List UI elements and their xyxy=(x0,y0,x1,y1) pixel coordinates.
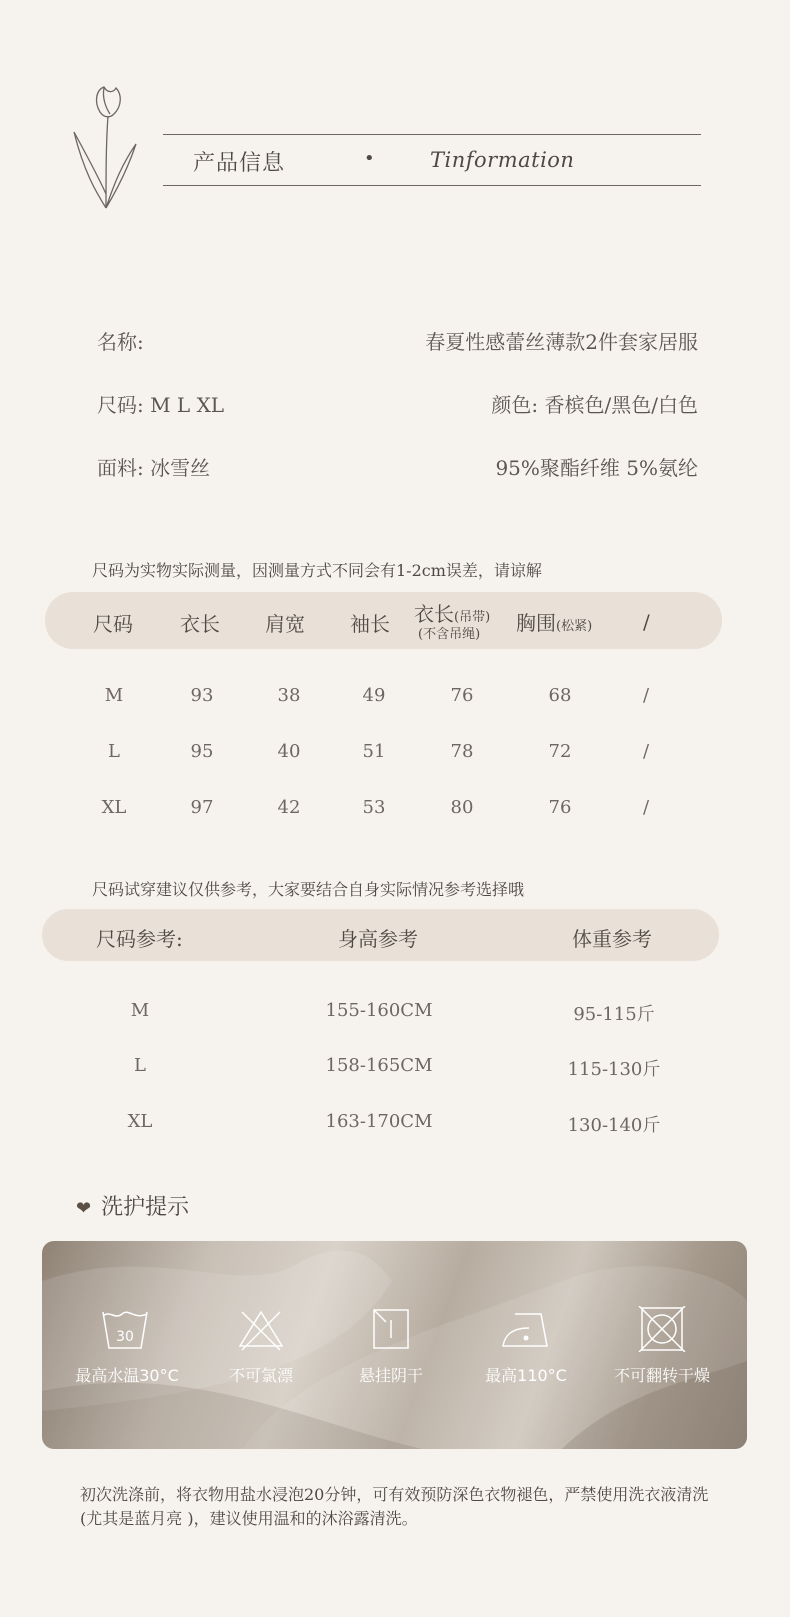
wash-30-icon xyxy=(100,1306,150,1352)
reference-row-xl-height: 163-170CM xyxy=(325,1111,433,1132)
size-header-shoulder: 肩宽 xyxy=(265,612,305,636)
care-label-iron: 最高110°C xyxy=(485,1366,567,1385)
iron-icon xyxy=(501,1306,551,1352)
product-size-label: 尺码: M L XL xyxy=(97,393,225,417)
heart-icon: ❤ xyxy=(76,1198,92,1219)
header-top-rule xyxy=(163,134,701,135)
size-row-l-sleeve: 51 xyxy=(362,741,386,762)
size-header-bust-note: (松紧) xyxy=(556,619,593,634)
care-heading-text: 洗护提示 xyxy=(101,1195,190,1220)
wash-temp-number: 30 xyxy=(116,1329,134,1345)
reference-row-m-height: 155-160CM xyxy=(325,1000,433,1021)
reference-header-weight: 体重参考 xyxy=(572,927,652,951)
size-row-xl-extra: / xyxy=(642,797,650,818)
size-row-xl-bust: 76 xyxy=(548,797,572,818)
size-row-m-dress-length: 76 xyxy=(450,685,474,706)
size-row-m-size: M xyxy=(104,685,124,706)
header-separator-dot: • xyxy=(364,148,375,169)
header-subtitle: Tinformation xyxy=(430,148,575,172)
size-row-l-shoulder: 40 xyxy=(277,741,301,762)
size-row-xl-dress-length: 80 xyxy=(450,797,474,818)
care-label-wash-temp: 最高水温30°C xyxy=(75,1366,179,1385)
care-label-no-bleach: 不可氯漂 xyxy=(228,1366,293,1385)
size-header-dress-length-text: 衣长 xyxy=(414,602,454,626)
size-row-xl-length: 97 xyxy=(190,797,214,818)
reference-row-l-size: L xyxy=(134,1055,146,1076)
product-fabric-value: 95%聚酯纤维 5%氨纶 xyxy=(495,456,698,480)
size-header-bust xyxy=(516,607,592,636)
product-fabric-label: 面料: 冰雪丝 xyxy=(97,456,211,480)
care-label-no-tumble-dry: 不可翻转干燥 xyxy=(613,1366,710,1385)
no-tumble-dry-icon xyxy=(637,1306,687,1352)
size-header-slash: / xyxy=(643,610,650,634)
size-row-l-size: L xyxy=(108,741,120,762)
size-row-xl-sleeve: 53 xyxy=(362,797,386,818)
product-name-value: 春夏性感蕾丝薄款2件套家居服 xyxy=(425,330,698,354)
size-row-m-shoulder: 38 xyxy=(277,685,301,706)
reference-table-note: 尺码试穿建议仅供参考，大家要结合自身实际情况参考选择哦 xyxy=(92,880,525,899)
header-bottom-rule xyxy=(163,185,701,186)
reference-header-height: 身高参考 xyxy=(338,927,418,951)
reference-row-m-weight: 95-115斤 xyxy=(573,1004,655,1025)
reference-row-l-weight: 115-130斤 xyxy=(567,1059,661,1080)
reference-row-m-size: M xyxy=(130,1000,150,1021)
size-header-sleeve: 袖长 xyxy=(350,612,390,636)
size-row-m-bust: 68 xyxy=(548,685,572,706)
reference-header-size: 尺码参考: xyxy=(96,927,183,951)
care-heading xyxy=(76,1190,189,1221)
reference-row-xl-weight: 130-140斤 xyxy=(567,1115,661,1136)
no-bleach-icon xyxy=(236,1306,286,1352)
size-row-m-length: 93 xyxy=(190,685,214,706)
size-row-xl-size: XL xyxy=(101,797,127,818)
size-header-bust-text: 胸围 xyxy=(516,611,556,635)
size-row-l-dress-length: 78 xyxy=(450,741,474,762)
care-label-hang-dry: 悬挂阴干 xyxy=(358,1366,423,1385)
size-header-dress-length-note: (吊带) xyxy=(454,610,491,625)
product-color-label: 颜色: 香槟色/黑色/白色 xyxy=(491,393,698,417)
size-header-size: 尺码 xyxy=(93,612,133,636)
size-header-length: 衣长 xyxy=(180,612,220,636)
size-row-l-length: 95 xyxy=(190,741,214,762)
size-row-l-extra: / xyxy=(642,741,650,762)
size-row-xl-shoulder: 42 xyxy=(277,797,301,818)
hang-dry-icon xyxy=(366,1306,416,1352)
tulip-logo-icon xyxy=(70,84,140,212)
reference-row-xl-size: XL xyxy=(127,1111,153,1132)
size-row-l-bust: 72 xyxy=(548,741,572,762)
header-title: 产品信息 xyxy=(193,151,286,176)
reference-row-l-height: 158-165CM xyxy=(325,1055,433,1076)
care-note: 初次洗涤前，将衣物用盐水浸泡20分钟，可有效预防深色衣物褪色，严禁使用洗衣液清洗(尤其是蓝月亮 )，建议使用温和的沐浴露清洗。 xyxy=(80,1485,709,1528)
size-table-note: 尺码为实物实际测量，因测量方式不同会有1-2cm误差，请谅解 xyxy=(92,561,542,580)
product-name-label: 名称: xyxy=(97,330,144,354)
size-row-m-extra: / xyxy=(642,685,650,706)
size-header-dress-length-sub: (不含吊绳) xyxy=(418,627,481,642)
size-row-m-sleeve: 49 xyxy=(362,685,386,706)
